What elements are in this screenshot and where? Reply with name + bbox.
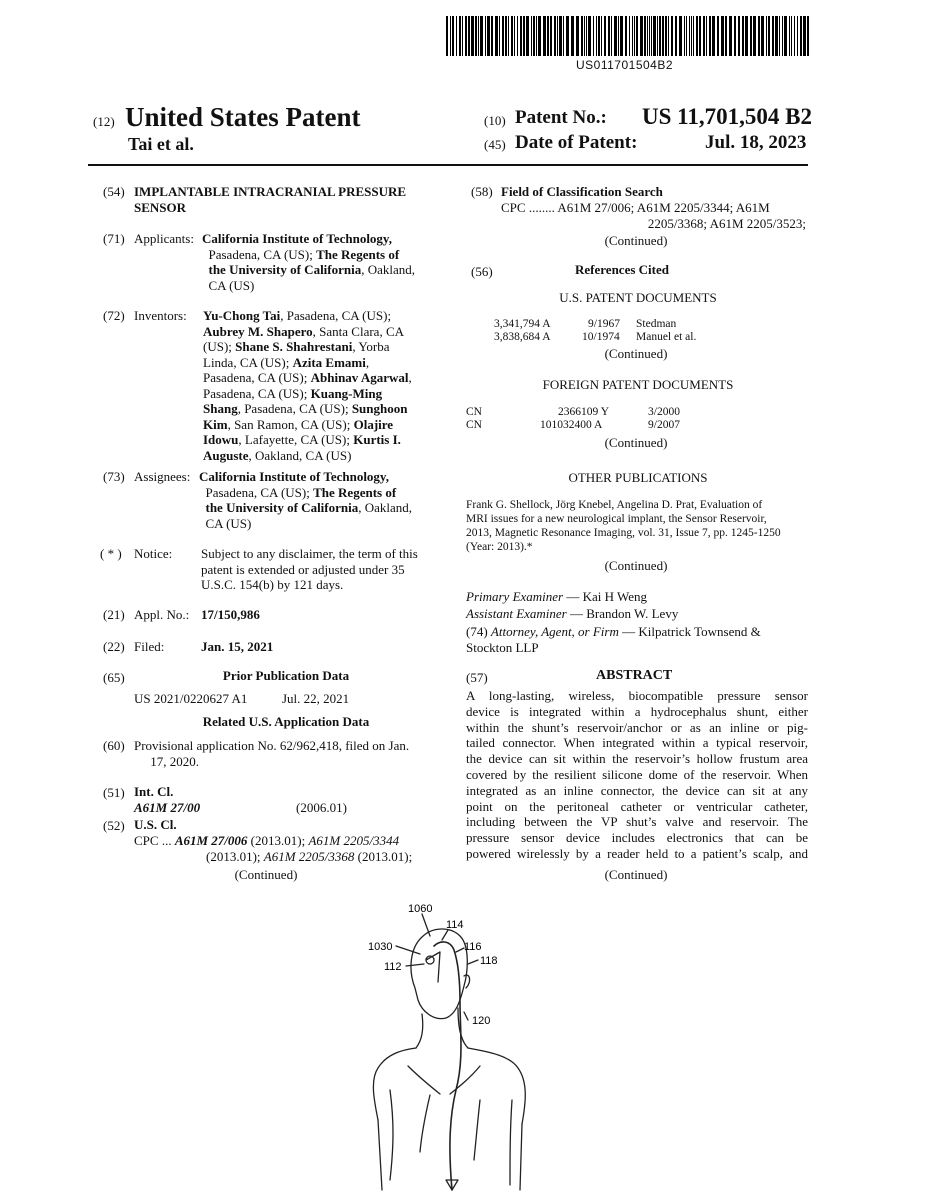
barcode-bar xyxy=(517,16,518,56)
abstract-line: covered by the resilient silicone dome of the reservoir. When xyxy=(466,766,808,782)
barcode-bar xyxy=(495,16,498,56)
barcode-bar xyxy=(775,16,778,56)
barcode-bar xyxy=(766,16,767,56)
assignees-label: Assignees: xyxy=(134,469,191,484)
abstract-text xyxy=(466,688,808,862)
intcl-class: A61M 27/00 xyxy=(134,800,201,815)
barcode-bar xyxy=(721,16,724,56)
references-heading: References Cited xyxy=(575,262,669,277)
figure-shoulders xyxy=(373,1048,416,1120)
barcode-bar xyxy=(640,16,643,56)
barcode-bar xyxy=(593,16,594,56)
inventors-label: Inventors: xyxy=(134,308,187,323)
barcode-bar xyxy=(644,16,646,56)
barcode-bar xyxy=(499,16,500,56)
code-22: (22) xyxy=(103,639,125,654)
code-57: (57) xyxy=(466,670,488,685)
code-60: (60) xyxy=(103,738,125,753)
barcode-bar xyxy=(634,16,635,56)
abstract-line: integrated as an inline connector, the device can sit at any xyxy=(466,782,808,798)
barcode-bar xyxy=(618,16,619,56)
code-51: (51) xyxy=(103,785,125,800)
barcode-bar xyxy=(468,16,470,56)
barcode-bar xyxy=(487,16,490,56)
barcode-bar xyxy=(480,16,483,56)
barcode-bar xyxy=(625,16,627,56)
barcode-bar xyxy=(706,16,707,56)
barcode-bar xyxy=(800,16,802,56)
barcode-bar xyxy=(456,16,457,56)
barcode-bar xyxy=(554,16,556,56)
barcode-bar xyxy=(684,16,685,56)
us-patents-heading: U.S. PATENT DOCUMENTS xyxy=(559,290,717,305)
barcode-bar xyxy=(797,16,798,56)
barcode-bar xyxy=(779,16,780,56)
barcode-bar xyxy=(508,16,509,56)
code-52: (52) xyxy=(103,818,125,833)
barcode-bar xyxy=(584,16,585,56)
barcode-bar xyxy=(791,16,792,56)
abstract-line: powered wirelessly by a reader held to a patient’s scalp, and xyxy=(466,845,808,861)
barcode-number: US011701504B2 xyxy=(576,58,674,72)
barcode-bar xyxy=(491,16,493,56)
barcode-bar xyxy=(659,16,661,56)
inventors-block: Yu-Chong Tai, Pasadena, CA (US); Aubrey M. Shapero, Santa Clara, CA (US); Shane S. Shahrestani, Yorba Linda, CA (US); Azita Emami, Pasadena, CA (US); Abhinav Agarwal, Pasadena, CA (US); Kuang-Ming Shang, Pasadena, CA (US); Sunghoon Kim, San Ramon, CA (US); Olajire Idowu, Lafayette, CA (US); Kurtis I. Auguste, Oakland, CA (US) xyxy=(203,308,412,463)
figure-label-1030: 1030 xyxy=(368,941,393,953)
abstract-line: within the shunt’s reservoir/anchor or as an inline or pig- xyxy=(466,719,808,735)
barcode-bar xyxy=(734,16,736,56)
header-rule xyxy=(88,164,808,166)
barcode-bar xyxy=(520,16,522,56)
uscl-continued: (Continued) xyxy=(234,867,298,882)
barcode-bar xyxy=(758,16,760,56)
code-notice: ( * ) xyxy=(100,546,122,561)
barcode-bar xyxy=(475,16,477,56)
appl-label: Appl. No.: xyxy=(134,607,190,622)
barcode-bar xyxy=(703,16,705,56)
code-72: (72) xyxy=(103,308,125,323)
barcode-bar xyxy=(738,16,740,56)
intcl-year: (2006.01) xyxy=(296,800,347,815)
patent-kind: United States Patent xyxy=(125,102,361,132)
barcode-bar xyxy=(753,16,756,56)
other-publication: Frank G. Shellock, Jörg Knebel, Angelina D. Prat, Evaluation of MRI issues for a new neurological implant, the Sensor Reservoir, 2013, Magnetic Resonance Imaging, vol. 31, Issue 7, pp. 1245-1250 (Year: 2013).* xyxy=(466,499,781,553)
barcode-bar xyxy=(691,16,692,56)
figure-label-112: 112 xyxy=(384,961,402,973)
barcode xyxy=(446,16,810,56)
assignees-block: California Institute of Technology, Pasadena, CA (US); The Regents of the University of California, Oakland, CA (US) xyxy=(199,469,413,531)
barcode-bar xyxy=(647,16,648,56)
barcode-bar xyxy=(598,16,600,56)
barcode-bar xyxy=(699,16,701,56)
foreign-ref-date: 9/2007 xyxy=(648,419,680,431)
prior-pub-heading: Prior Publication Data xyxy=(222,668,350,683)
code-10: (10) xyxy=(484,113,506,128)
code-56: (56) xyxy=(471,264,493,279)
us-ref-row: 3,341,794 A xyxy=(494,318,551,330)
barcode-bar xyxy=(588,16,591,56)
barcode-bar xyxy=(531,16,532,56)
barcode-bar xyxy=(649,16,650,56)
applicants-label: Applicants: xyxy=(134,231,194,246)
filed-date: Jan. 15, 2021 xyxy=(201,639,274,654)
appl-number: 17/150,986 xyxy=(201,607,260,622)
barcode-bar xyxy=(693,16,694,56)
code-12: (12) xyxy=(93,114,115,129)
barcode-bar xyxy=(712,16,715,56)
barcode-bar xyxy=(538,16,541,56)
abstract-line: including between the VP shut’s valve and reservoir. The xyxy=(466,814,808,830)
notice-label: Notice: xyxy=(134,546,173,561)
foreign-ref-country: CN xyxy=(466,406,482,418)
us-ref-name: Stedman xyxy=(636,318,677,330)
figure-label-1060: 1060 xyxy=(408,903,433,915)
code-58: (58) xyxy=(471,184,493,199)
foreign-ref-num: 2366109 Y xyxy=(558,406,610,418)
us-ref-num: 3,838,684 A xyxy=(494,331,551,343)
patent-authors: Tai et al. xyxy=(128,134,194,154)
barcode-bar xyxy=(653,16,656,56)
barcode-bar xyxy=(750,16,752,56)
barcode-bar xyxy=(725,16,727,56)
barcode-bar xyxy=(717,16,719,56)
abstract-line: pressure sensor device includes electronics that can be xyxy=(466,830,808,846)
prior-pub-number: US 2021/0220627 A1 xyxy=(134,691,248,706)
barcode-bar xyxy=(557,16,558,56)
barcode-bar xyxy=(601,16,602,56)
assistant-examiner: Assistant Examiner — Brandon W. Levy xyxy=(466,606,679,621)
abstract-heading: ABSTRACT xyxy=(596,668,673,683)
barcode-bar xyxy=(536,16,537,56)
barcode-bar xyxy=(514,16,515,56)
figure-label-120: 120 xyxy=(472,1015,491,1027)
other-publications-heading: OTHER PUBLICATIONS xyxy=(568,470,708,485)
code-45: (45) xyxy=(484,137,506,152)
figure-label-118: 118 xyxy=(480,955,498,967)
barcode-bar xyxy=(604,16,606,56)
abstract-line: device is integrated within a hydrocephalus shunt, either xyxy=(466,703,808,719)
barcode-bar xyxy=(614,16,617,56)
abstract-continued: (Continued) xyxy=(604,867,668,882)
barcode-bar xyxy=(452,16,454,56)
notice-text: Subject to any disclaimer, the term of this patent is extended or adjusted under 35 U.S.C. 154(b) by 121 days. xyxy=(201,546,418,592)
barcode-bar xyxy=(576,16,579,56)
barcode-bar xyxy=(581,16,583,56)
barcode-bar xyxy=(620,16,623,56)
barcode-bar xyxy=(629,16,630,56)
figure-neck xyxy=(416,1014,423,1048)
barcode-bar xyxy=(459,16,461,56)
field-search-text: CPC ........ A61M 27/006; A61M 2205/3344; A61M 2205/3368; A61M 2205/3523; xyxy=(501,200,806,231)
barcode-bar xyxy=(803,16,806,56)
foreign-ref-num: 101032400 A xyxy=(540,419,603,431)
barcode-bar xyxy=(671,16,673,56)
date-label: Date of Patent: xyxy=(515,132,638,153)
figure-label-114: 114 xyxy=(446,919,464,931)
barcode-bar xyxy=(807,16,809,56)
barcode-bar xyxy=(533,16,535,56)
patent-figure xyxy=(360,890,560,1200)
barcode-bar xyxy=(782,16,783,56)
uscl-cpc: CPC ... A61M 27/006 (2013.01); A61M 2205/3344 (2013.01); A61M 2205/3368 (2013.01); xyxy=(134,833,413,864)
barcode-bar xyxy=(745,16,748,56)
code-54: (54) xyxy=(103,184,125,199)
field-search-continued: (Continued) xyxy=(604,233,668,248)
barcode-bar xyxy=(632,16,633,56)
foreign-refs-continued: (Continued) xyxy=(604,435,668,450)
barcode-bar xyxy=(446,16,448,56)
code-73: (73) xyxy=(103,469,125,484)
barcode-bar xyxy=(709,16,711,56)
barcode-bar xyxy=(571,16,574,56)
foreign-ref-date: 3/2000 xyxy=(648,406,680,418)
barcode-bar xyxy=(761,16,764,56)
barcode-bar xyxy=(502,16,504,56)
abstract-line: tailed connector. When integrated within a typical reservoir, xyxy=(466,735,808,751)
patent-no-label: Patent No.: xyxy=(515,107,607,128)
barcode-bar xyxy=(789,16,790,56)
attorney: (74) Attorney, Agent, or Firm — Kilpatrick Townsend & Stockton LLP xyxy=(466,624,761,655)
barcode-bar xyxy=(657,16,658,56)
us-refs-continued: (Continued) xyxy=(604,346,668,361)
code-65: (65) xyxy=(103,670,125,685)
barcode-bar xyxy=(596,16,597,56)
barcode-bar xyxy=(547,16,549,56)
figure-label-116: 116 xyxy=(464,941,482,953)
abstract-line: point on the peritoneal catheter or ventricular catheter, xyxy=(466,798,808,814)
barcode-bar xyxy=(611,16,612,56)
barcode-bar xyxy=(662,16,664,56)
abstract-line: A long-lasting, wireless, biocompatible pressure sensor xyxy=(466,688,808,703)
intcl-label: Int. Cl. xyxy=(134,784,174,799)
barcode-bar xyxy=(675,16,677,56)
barcode-bar xyxy=(651,16,652,56)
barcode-bar xyxy=(686,16,687,56)
barcode-bar xyxy=(772,16,774,56)
prior-pub-date: Jul. 22, 2021 xyxy=(282,691,350,706)
uscl-label: U.S. Cl. xyxy=(134,817,177,832)
us-ref-date: 9/1967 xyxy=(588,318,620,330)
abstract-line: the device can sit within the reservoir’s hollow frustum area xyxy=(466,751,808,767)
foreign-ref-country: CN xyxy=(466,419,482,431)
barcode-bar xyxy=(471,16,474,56)
us-ref-date: 10/1974 xyxy=(582,331,620,343)
foreign-patents-heading: FOREIGN PATENT DOCUMENTS xyxy=(542,377,734,392)
patent-date: Jul. 18, 2023 xyxy=(705,132,807,153)
barcode-bar xyxy=(563,16,564,56)
barcode-bar xyxy=(523,16,525,56)
related-heading: Related U.S. Application Data xyxy=(202,714,370,729)
barcode-bar xyxy=(668,16,669,56)
barcode-bar xyxy=(679,16,682,56)
barcode-bar xyxy=(543,16,546,56)
primary-examiner: Primary Examiner — Kai H Weng xyxy=(466,589,648,604)
applicants-block: California Institute of Technology, Pasadena, CA (US); The Regents of the University of California, Oakland, CA (US) xyxy=(202,231,416,293)
barcode-bar xyxy=(794,16,795,56)
us-ref-name: Manuel et al. xyxy=(636,331,697,343)
barcode-bar xyxy=(462,16,463,56)
barcode-bar xyxy=(768,16,770,56)
barcode-bar xyxy=(505,16,507,56)
barcode-bar xyxy=(742,16,744,56)
barcode-bar xyxy=(526,16,529,56)
barcode-bar xyxy=(485,16,486,56)
code-21: (21) xyxy=(103,607,125,622)
field-search-heading: Field of Classification Search xyxy=(501,184,663,199)
barcode-bar xyxy=(550,16,552,56)
filed-label: Filed: xyxy=(134,639,165,654)
related-text: Provisional application No. 62/962,418, filed on Jan. 17, 2020. xyxy=(134,738,410,769)
barcode-bar xyxy=(465,16,467,56)
patent-title: IMPLANTABLE INTRACRANIAL PRESSURE SENSOR xyxy=(134,184,407,215)
barcode-bar xyxy=(636,16,638,56)
patent-number: US 11,701,504 B2 xyxy=(642,104,812,129)
barcode-bar xyxy=(511,16,513,56)
barcode-bar xyxy=(586,16,587,56)
barcode-bar xyxy=(608,16,610,56)
barcode-bar xyxy=(478,16,479,56)
code-71: (71) xyxy=(103,231,125,246)
barcode-bar xyxy=(559,16,562,56)
barcode-bar xyxy=(665,16,667,56)
barcode-bar xyxy=(689,16,690,56)
barcode-bar xyxy=(729,16,732,56)
barcode-bar xyxy=(696,16,698,56)
barcode-bar xyxy=(566,16,569,56)
barcode-bar xyxy=(450,16,451,56)
other-pubs-continued: (Continued) xyxy=(604,558,668,573)
barcode-bar xyxy=(784,16,787,56)
